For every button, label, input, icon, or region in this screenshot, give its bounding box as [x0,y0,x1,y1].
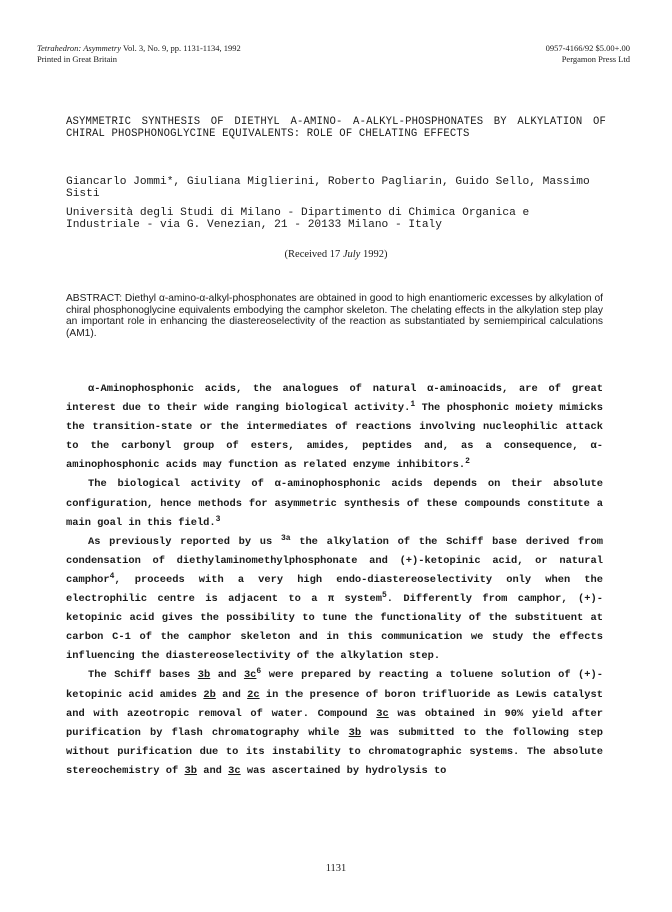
compound-3b: 3b [197,669,211,682]
abstract: ABSTRACT: Diethyl α-amino-α-alkyl-phosphonates are obtained in good to high enantiomeric excesses by alkylation of chiral phosphonoglycine equivalents embodying the camphor skeleton. The chelating effects in the alkylation step play an important role in enhancing the diastereoselectivity of the reaction as substantiated by semiempirical calculations (AM1). [66,293,603,339]
p4-text-f: was ascertained by hydrolysis to [240,764,447,777]
p3-text-c: , proceeds with a very high endo-diastereoselectivity only when the electrophilic centre is adjacent to a π system [66,573,603,606]
received-date [0,249,672,260]
compound-3b: 3b [348,726,362,739]
publisher: Pergamon Press Ltd [561,54,630,64]
ref-4: 4 [109,571,115,581]
compound-2c: 2c [247,688,260,701]
p4-and-2: and [215,688,248,701]
p4-and-3: and [196,764,229,777]
received-suffix: 1992) [360,249,388,260]
ref-6: 6 [256,667,262,677]
p1-text-a: α-Aminophosphonic acids, the analogues of natural α-aminoacids, are of great interest due to their wide ranging biological activity. [66,383,603,415]
p1-text-b: The phosphonic moiety mimicks the transition-state or the intermediates of reactions involving nucleophilic attack to the carbonyl group of esters, amides, peptides and, as a consequence, α-aminophosphonic acids may function as related enzyme inhibitors. [66,402,604,472]
paragraph-2 [66,475,603,532]
author-list: Giancarlo Jommi*, Giuliana Miglierini, Roberto Pagliarin, Guido Sello, Massimo Sisti [66,176,590,200]
p4-text-b: were prepared by reacting a toluene solution of (+)-ketopinic acid amides [66,669,603,701]
ref-2: 2 [465,457,470,467]
received-prefix: (Received 17 [284,249,343,260]
paragraph-4 [66,666,603,781]
p4-text-c: in the presence of boron trifluoride as Lewis catalyst and with azeotropic removal of water. Compound [66,688,603,720]
paper-title: ASYMMETRIC SYNTHESIS OF DIETHYL Α-AMINO- Α-ALKYL-PHOSPHONATES BY ALKYLATION OF CHIRAL PHOSPHONOGLYCINE EQUIVALENTS: ROLE OF CHELATING EFFECTS [66,116,606,140]
p4-and-1: and [210,669,244,682]
p4-text-e: was submitted to the following step without purification due to its instability to chromatographic systems. The absolute stereochemistry of [66,726,603,777]
page-number: 1131 [325,863,347,874]
body-text [66,380,603,781]
publisher-header [546,43,630,65]
p4-text-d: was obtained in 90% yield after purification by flash chromatography while [66,707,603,739]
issn-price: 0957-4166/92 $5.00+.00 [545,43,630,53]
compound-3c: 3c [243,669,257,682]
paragraph-3 [66,533,603,667]
p3-text-a: As previously reported by us [88,535,281,548]
ref-1: 1 [410,400,416,410]
affiliation: Università degli Studi di Milano - Dipartimento di Chimica Organica e Industriale - via G. Venezian, 21 - 20133 Milano - Italy [66,207,530,231]
p3-text-b: the alkylation of the Schiff base derived from condensation of diethylaminomethylphosphonate and (+)-ketopinic acid, or natural camphor [66,535,603,586]
journal-citation [37,43,241,54]
p3-text-d: . Differently from camphor, (+)-ketopinic acid gives the possibility to tune the functionality of the substituent at carbon C-1 of the camphor skeleton and in this communication we study the effects influencing the diastereoselectivity of the alkylation step. [66,593,603,663]
compound-2b: 2b [203,688,216,701]
journal-header [37,43,241,65]
printed-in: Printed in Great Britain [37,54,118,64]
citation: Vol. 3, No. 9, pp. 1131-1134, 1992 [122,43,241,53]
journal-name: Tetrahedron: Asymmetry [37,43,121,53]
paragraph-1 [66,380,603,475]
ref-3a: 3a [280,533,291,543]
ref-3: 3 [215,514,221,524]
ref-5: 5 [381,591,387,601]
p4-text-a: The Schiff bases [88,669,198,682]
compound-3c: 3c [376,707,389,720]
received-month: July [342,249,361,260]
compound-3b: 3b [184,764,197,777]
p2-text: The biological activity of α-aminophosphonic acids depends on their absolute configuration, hence methods for asymmetric synthesis of these compounds constitute a main goal in this field. [66,478,603,529]
compound-3c: 3c [228,764,241,777]
